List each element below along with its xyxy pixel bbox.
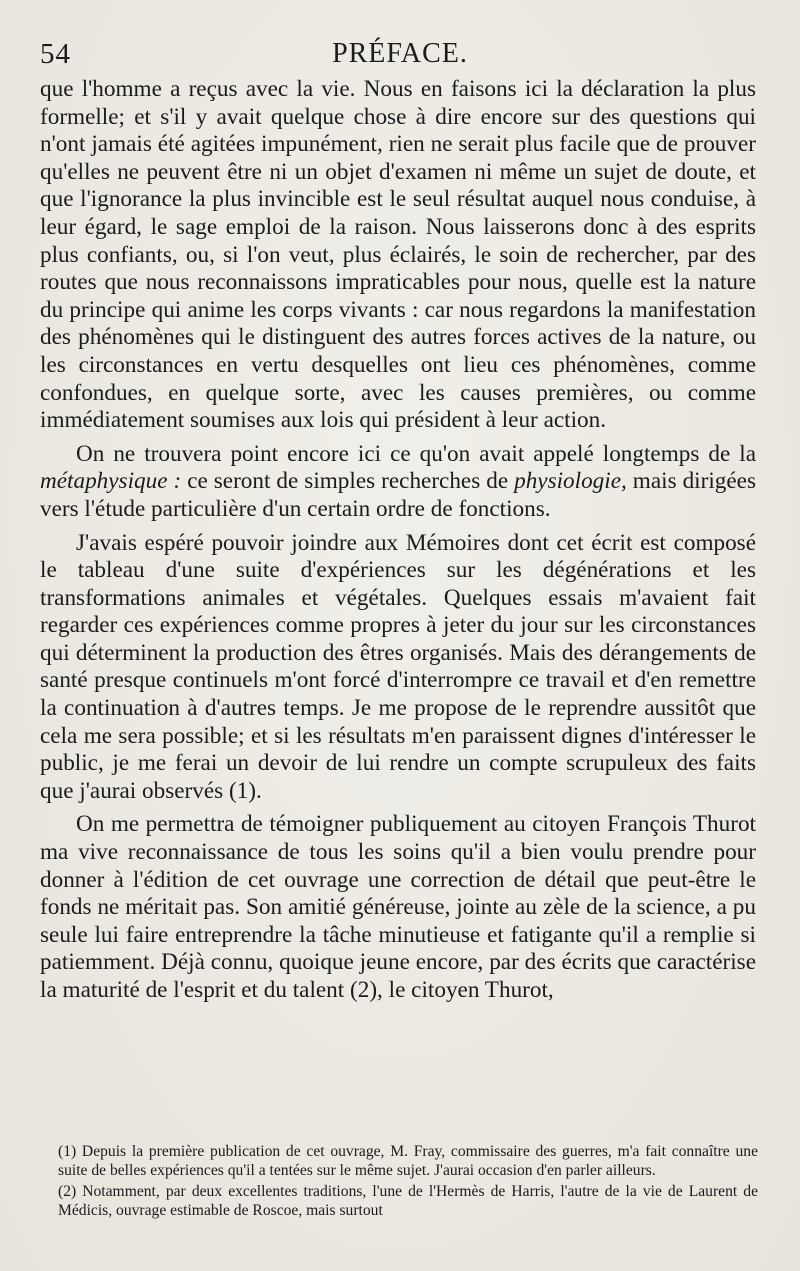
- paragraph-2: [40, 441, 756, 524]
- emphasis-physiologie: physiologie,: [514, 468, 627, 495]
- page-header: [40, 38, 760, 74]
- paragraph-3: J'avais espéré pouvoir joindre aux Mémoires dont cet écrit est composé le tableau d'une suite d'expériences sur les dégénérations et les transformations animales et végétales. Quelques essais m'avaient fait regarder ces expériences comme propres à jeter du jour sur les circonstances qui déterminent la production des êtres organisés. Mais des dérangements de santé presque continuels m'ont forcé d'interrompre ce travail et d'en remettre la continuation à d'autres temps. Je me propose de le reprendre aussitôt que cela me sera possible; et si les résultats m'en paraissent dignes d'intéresser le public, je me ferai un devoir de lui rendre un compte scrupuleux des faits que j'aurai observés (1).: [40, 529, 756, 804]
- paragraph-2-start: On ne trouvera point encore ici ce qu'on avait appelé longtemps de la: [76, 440, 756, 467]
- footnotes: [58, 1142, 758, 1222]
- footnote-1: (1) Depuis la première publication de cet ouvrage, M. Fray, commissaire des guerres, m'a fait connaître une suite de belles expériences qu'il a tentées sur le même sujet. J'aurai occasion d'en parler ailleurs.: [58, 1143, 758, 1179]
- running-title: PRÉFACE.: [332, 38, 468, 69]
- footnote-2: (2) Notamment, par deux excellentes traditions, l'une de l'Hermès de Harris, l'autre de la vie de Laurent de Médicis, ouvrage estimable de Roscoe, mais surtout: [58, 1183, 758, 1219]
- paragraph-4: On me permettra de témoigner publiquement au citoyen François Thurot ma vive reconnaissance de tous les soins qu'il a bien voulu prendre pour donner à l'édition de cet ouvrage une correction de détail que peut-être le fonds ne méritait pas. Son amitié généreuse, jointe au zèle de la science, a pu seule lui faire entreprendre la tâche minutieuse et fatigante qu'il a remplie si patiemment. Déjà connu, quoique jeune encore, par des écrits que caractérise la maturité de l'esprit et du talent (2), le citoyen Thurot,: [40, 811, 756, 1003]
- page-number: 54: [40, 38, 71, 70]
- body-text: [40, 76, 756, 1005]
- emphasis-metaphysique: métaphysique :: [40, 468, 182, 495]
- paragraph-2-middle: ce seront de simples recherches de: [181, 468, 515, 495]
- paragraph-2-end: mais dirigées vers l'étude particulière d'un certain ordre de fonctions.: [40, 468, 756, 522]
- paragraph-1: que l'homme a reçus avec la vie. Nous en faisons ici la déclaration la plus formelle; et s'il y avait quelque chose à dire encore sur des questions qui n'ont jamais été agitées impunément, rien ne serait plus facile que de prouver qu'elles ne peuvent être ni un objet d'examen ni même un sujet de doute, et que l'ignorance la plus invincible est le seul résultat auquel nous conduise, à leur égard, le sage emploi de la raison. Nous laisserons donc à des esprits plus confiants, ou, si l'on veut, plus éclairés, le soin de rechercher, par des routes que nous reconnaissons impraticables pour nous, quelle est la nature du principe qui anime les corps vivants : car nous regardons la manifestation des phénomènes qui le distinguent des autres forces actives de la nature, ou les circonstances en vertu desquelles ont lieu ces phénomènes, comme confondues, en quelque sorte, avec les causes premières, ou comme immédiatement soumises aux lois qui président à leur action.: [40, 76, 756, 434]
